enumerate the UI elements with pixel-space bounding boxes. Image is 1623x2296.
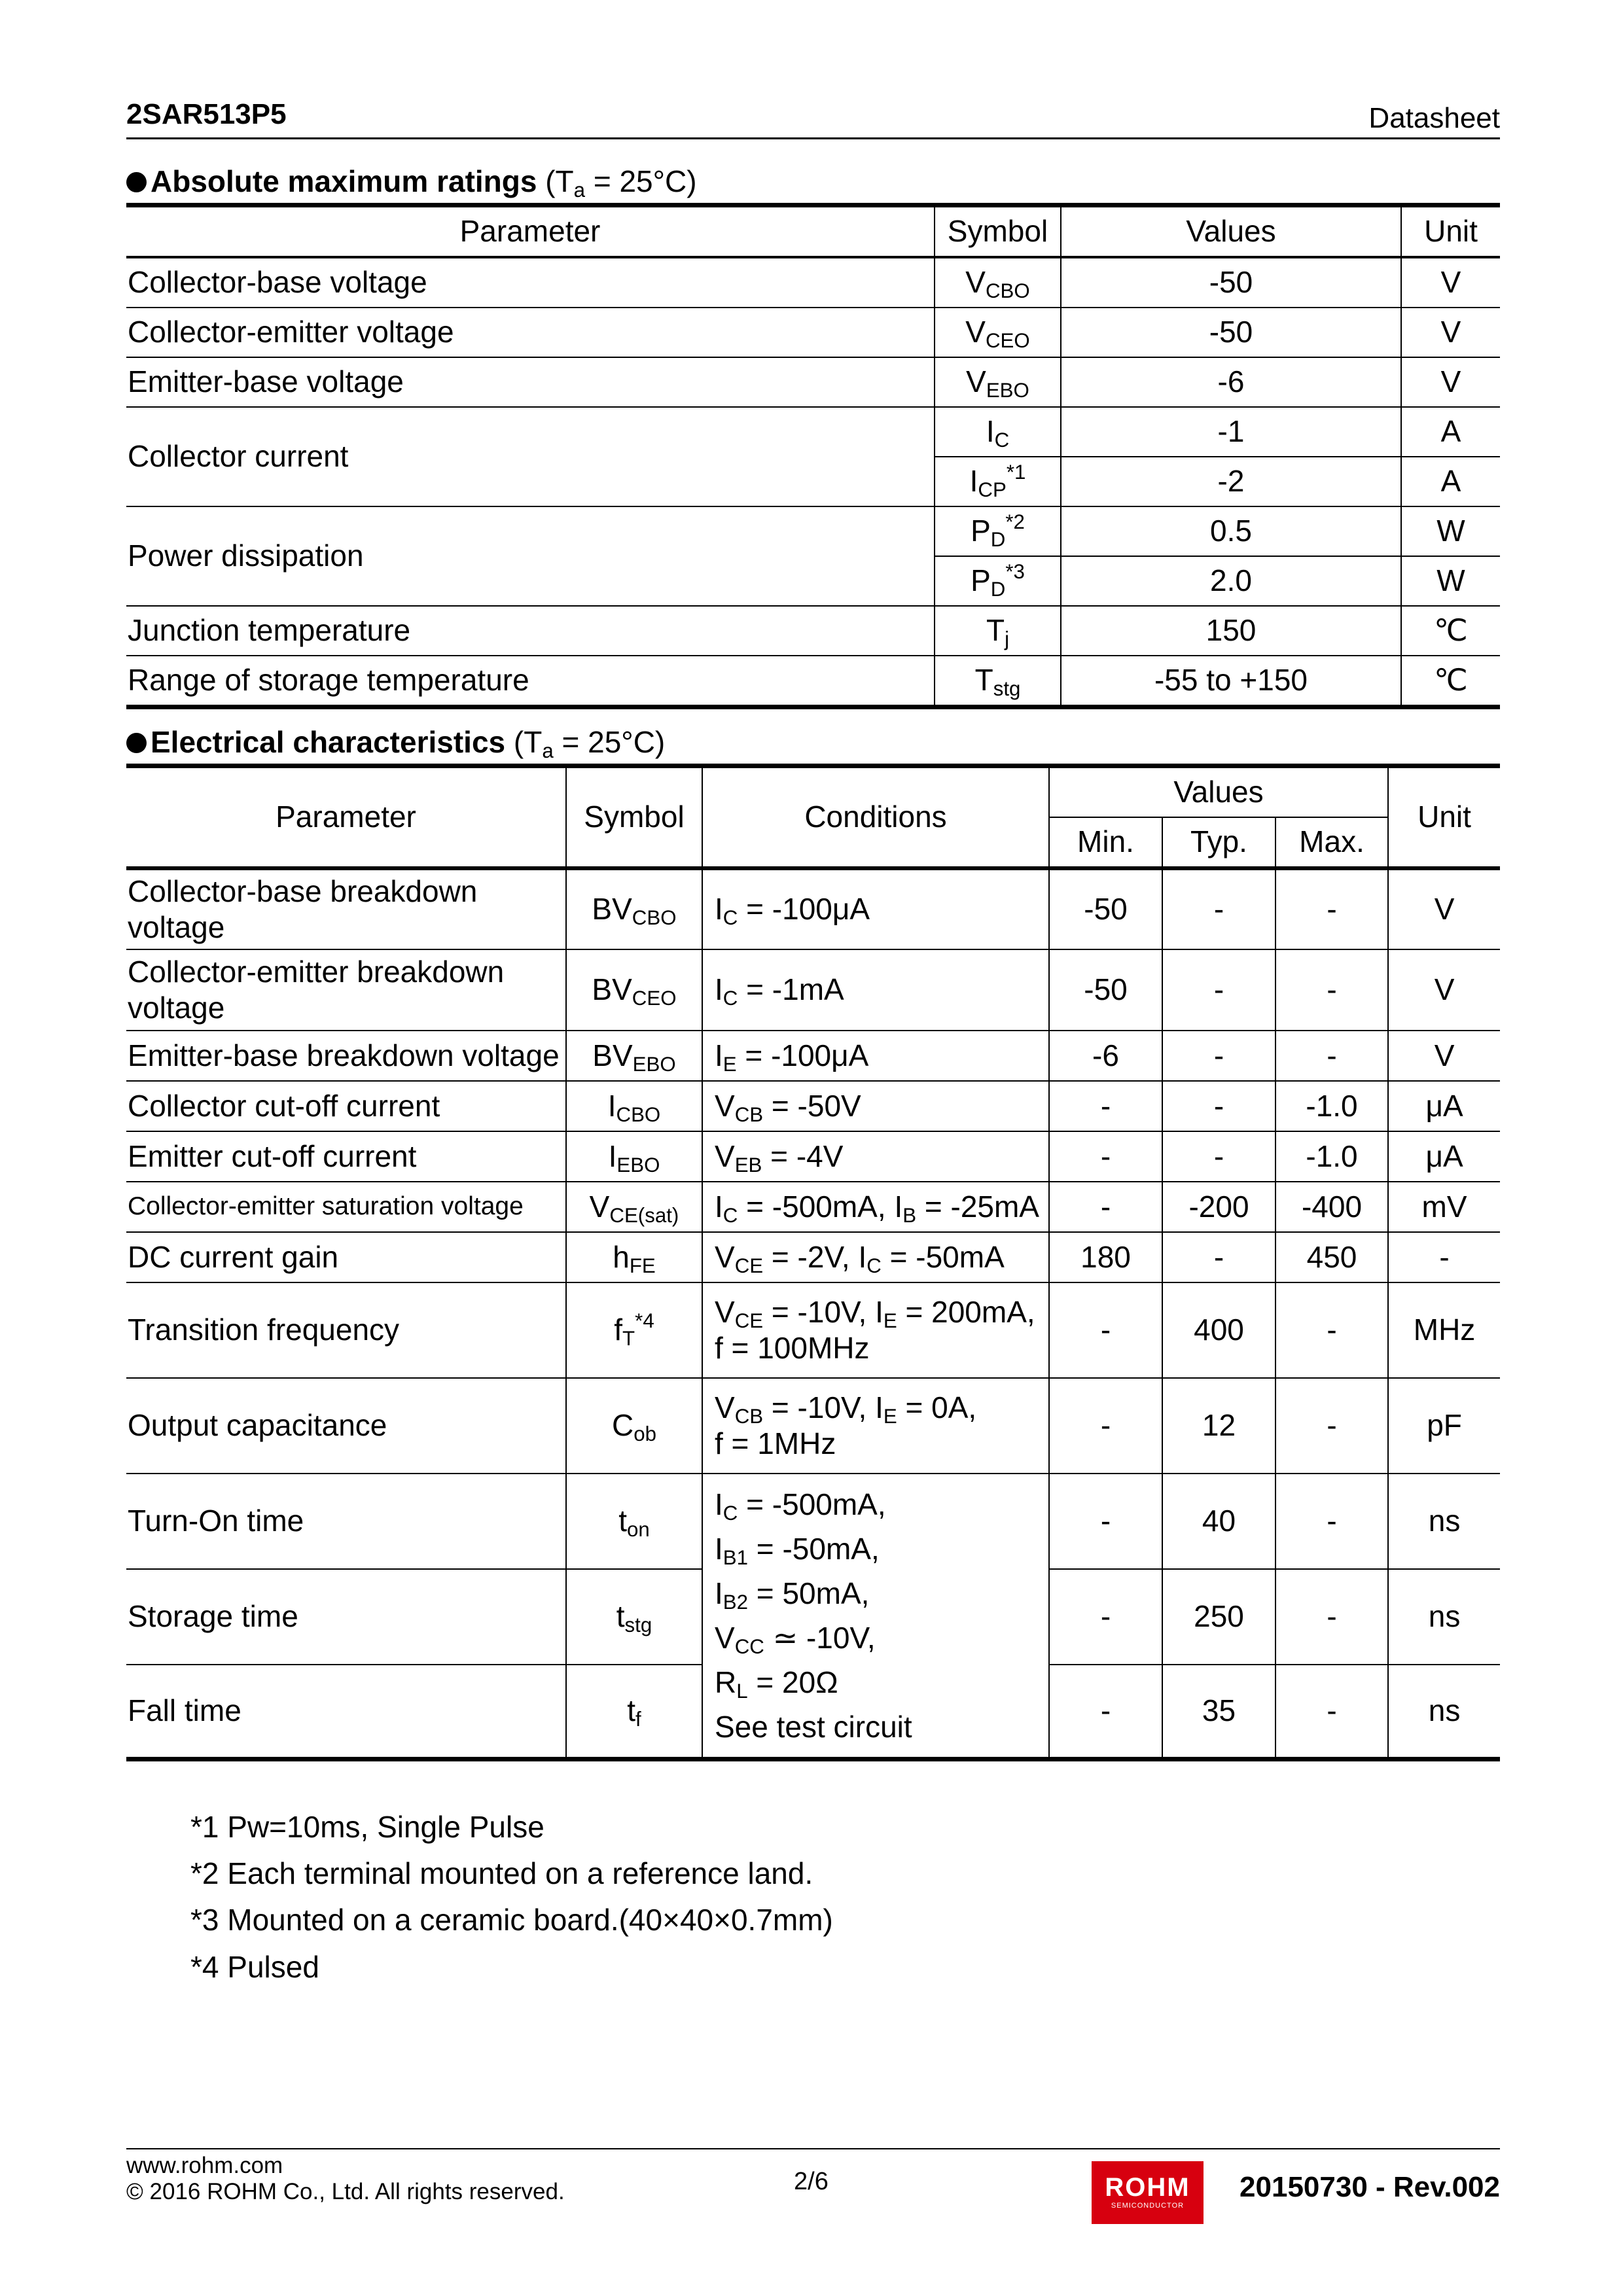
condition-base: I xyxy=(715,1038,723,1072)
symbol-base: C xyxy=(611,1408,634,1443)
typ-cell: 400 xyxy=(1162,1282,1275,1378)
conditions-cell xyxy=(702,1131,1049,1182)
condition-base: I xyxy=(715,892,723,927)
max-cell: - xyxy=(1275,1569,1388,1665)
condition-base: See test circuit xyxy=(715,1709,912,1744)
min-cell: - xyxy=(1049,1182,1162,1232)
value-cell: -1 xyxy=(1061,407,1401,457)
condition-text: = -10V, xyxy=(763,1390,876,1424)
table-row xyxy=(126,868,1500,949)
parameter-cell: Collector-emitter saturation voltage xyxy=(126,1182,566,1232)
column-header: Symbol xyxy=(566,766,702,869)
condition-subscript: E xyxy=(883,1309,897,1332)
condition-base: V xyxy=(715,1088,735,1123)
condition-text: = 25°C) xyxy=(585,164,697,198)
typ-cell: - xyxy=(1162,1081,1275,1131)
condition-text: = 200mA, xyxy=(897,1294,1035,1329)
symbol-cell xyxy=(935,457,1061,506)
symbol-cell xyxy=(935,506,1061,556)
condition-subscript: C xyxy=(722,1501,738,1525)
symbol-subscript: CBO xyxy=(616,1103,661,1126)
symbol-cell xyxy=(566,949,702,1031)
condition-text: = -100μA xyxy=(738,892,870,927)
symbol-note-ref: *4 xyxy=(635,1309,654,1333)
symbol-base: t xyxy=(616,1599,625,1634)
symbol-subscript: CBO xyxy=(632,906,677,930)
condition-subscript: a xyxy=(573,178,586,202)
column-header: Parameter xyxy=(126,205,935,258)
column-header: Unit xyxy=(1401,205,1500,258)
unit-cell: ns xyxy=(1388,1569,1500,1665)
min-cell: - xyxy=(1049,1131,1162,1182)
rohm-logo xyxy=(1092,2161,1204,2224)
condition-text: ≃ -10V, xyxy=(764,1620,876,1655)
symbol-base: BV xyxy=(592,892,632,927)
symbol-cell xyxy=(935,606,1061,656)
condition-base: I xyxy=(715,972,723,1007)
condition-line xyxy=(715,1390,1048,1426)
condition-base: I xyxy=(715,1189,723,1224)
value-cell: -6 xyxy=(1061,357,1401,407)
table-row xyxy=(126,308,1500,357)
symbol-subscript: CE(sat) xyxy=(609,1203,679,1227)
condition-subscript: E xyxy=(722,1052,737,1076)
logo-subtext: SEMICONDUCTOR xyxy=(1111,2202,1185,2210)
conditions-cell xyxy=(702,1378,1049,1474)
value-cell: 2.0 xyxy=(1061,556,1401,606)
max-cell: - xyxy=(1275,1665,1388,1759)
unit-cell: V xyxy=(1401,257,1500,308)
condition-text: = -10V, xyxy=(763,1294,876,1329)
symbol-cell xyxy=(566,1665,702,1759)
condition-base: V xyxy=(715,1294,735,1329)
bullet-icon xyxy=(126,733,147,753)
unit-cell: V xyxy=(1388,949,1500,1031)
table-row xyxy=(126,257,1500,308)
condition-line: f = 100MHz xyxy=(715,1331,870,1365)
unit-cell: μA xyxy=(1388,1081,1500,1131)
condition-text: = 20Ω xyxy=(747,1665,838,1699)
parameter-cell: Output capacitance xyxy=(126,1378,566,1474)
condition-line xyxy=(715,1294,1048,1330)
condition-text: = -50V xyxy=(763,1088,861,1123)
condition-base: V xyxy=(715,1139,735,1173)
condition-subscript: CB xyxy=(734,1103,764,1126)
symbol-base: t xyxy=(627,1693,636,1728)
footnote: *2 Each terminal mounted on a reference land. xyxy=(190,1856,813,1890)
section-heading-absolute-ratings xyxy=(126,164,697,202)
symbol-base: t xyxy=(618,1504,627,1538)
max-cell: -400 xyxy=(1275,1182,1388,1232)
symbol-subscript: D xyxy=(990,578,1006,601)
parameter-cell: DC current gain xyxy=(126,1232,566,1282)
symbol-base: f xyxy=(614,1313,623,1347)
column-header: Conditions xyxy=(702,766,1049,869)
parameter-cell: Emitter-base voltage xyxy=(126,357,935,407)
symbol-note-ref: *1 xyxy=(1006,461,1026,484)
typ-cell: - xyxy=(1162,1232,1275,1282)
document-type: Datasheet xyxy=(1368,102,1500,134)
min-cell: - xyxy=(1049,1081,1162,1131)
parameter-cell: Collector-emitter breakdown voltage xyxy=(126,949,566,1031)
max-cell: - xyxy=(1275,1378,1388,1474)
condition-text: = -100μA xyxy=(736,1038,869,1072)
condition-base: V xyxy=(715,1239,735,1274)
value-cell: -55 to +150 xyxy=(1061,656,1401,707)
condition-text: (T xyxy=(505,725,543,759)
condition-text: = -50mA xyxy=(881,1239,1005,1274)
symbol-base: BV xyxy=(592,1038,633,1072)
table-row xyxy=(126,1081,1500,1131)
parameter-cell: Collector cut-off current xyxy=(126,1081,566,1131)
parameter-cell: Range of storage temperature xyxy=(126,656,935,707)
unit-cell: ℃ xyxy=(1401,656,1500,707)
table-row xyxy=(126,1232,1500,1282)
symbol-base: BV xyxy=(592,972,632,1007)
table-header-row xyxy=(126,205,1500,258)
revision: 20150730 - Rev.002 xyxy=(1240,2171,1500,2203)
unit-cell: pF xyxy=(1388,1378,1500,1474)
condition-base: I xyxy=(715,1576,723,1610)
condition-subscript: C xyxy=(866,1254,882,1277)
parameter-cell: Power dissipation xyxy=(126,506,935,606)
unit-cell: V xyxy=(1401,357,1500,407)
condition-subscript: C xyxy=(722,987,738,1010)
unit-cell: V xyxy=(1388,868,1500,949)
table-row xyxy=(126,357,1500,407)
column-header: Unit xyxy=(1388,766,1500,869)
condition-subscript: E xyxy=(883,1404,897,1428)
max-cell: - xyxy=(1275,868,1388,949)
section-title: Absolute maximum ratings xyxy=(151,164,537,198)
condition-text: = -1mA xyxy=(738,972,844,1007)
min-cell: 180 xyxy=(1049,1232,1162,1282)
typ-cell: -200 xyxy=(1162,1182,1275,1232)
column-header-max: Max. xyxy=(1275,817,1388,868)
symbol-base: V xyxy=(965,315,986,349)
section-heading-electrical-characteristics xyxy=(126,724,665,760)
symbol-subscript: C xyxy=(994,429,1010,452)
typ-cell: - xyxy=(1162,949,1275,1031)
condition-subscript: C xyxy=(722,906,738,930)
table-row xyxy=(126,1474,1500,1569)
unit-cell: ns xyxy=(1388,1474,1500,1569)
min-cell: - xyxy=(1049,1665,1162,1759)
condition-subscript: CE xyxy=(734,1254,764,1277)
unit-cell: A xyxy=(1401,457,1500,506)
typ-cell: 12 xyxy=(1162,1378,1275,1474)
section-title: Electrical characteristics xyxy=(151,725,506,759)
condition-text: = -4V xyxy=(762,1139,844,1173)
footnote: *4 Pulsed xyxy=(190,1950,319,1984)
symbol-base: V xyxy=(589,1189,610,1224)
conditions-cell xyxy=(702,949,1049,1031)
unit-cell: ℃ xyxy=(1401,606,1500,656)
max-cell: 450 xyxy=(1275,1232,1388,1282)
symbol-cell xyxy=(566,1378,702,1474)
typ-cell: - xyxy=(1162,868,1275,949)
max-cell: -1.0 xyxy=(1275,1131,1388,1182)
conditions-cell xyxy=(702,1031,1049,1081)
symbol-subscript: EBO xyxy=(632,1052,676,1076)
symbol-subscript: EBO xyxy=(986,379,1029,402)
table-row xyxy=(126,506,1500,556)
conditions-cell xyxy=(702,1232,1049,1282)
symbol-base: I xyxy=(607,1088,616,1123)
conditions-cell xyxy=(702,868,1049,949)
symbol-cell xyxy=(566,868,702,949)
condition-subscript: B2 xyxy=(722,1590,749,1614)
footnote: *1 Pw=10ms, Single Pulse xyxy=(190,1810,544,1844)
unit-cell: MHz xyxy=(1388,1282,1500,1378)
symbol-subscript: f xyxy=(635,1707,641,1731)
min-cell: - xyxy=(1049,1474,1162,1569)
parameter-cell: Turn-On time xyxy=(126,1474,566,1569)
unit-cell: μA xyxy=(1388,1131,1500,1182)
symbol-subscript: CBO xyxy=(985,279,1030,303)
symbol-cell xyxy=(566,1031,702,1081)
condition-subscript: B xyxy=(902,1203,917,1227)
column-header: Values xyxy=(1049,766,1388,818)
max-cell: - xyxy=(1275,1031,1388,1081)
table-row xyxy=(126,606,1500,656)
symbol-cell xyxy=(566,1232,702,1282)
condition-text: = 50mA, xyxy=(748,1576,870,1610)
unit-cell: - xyxy=(1388,1232,1500,1282)
condition-text: = 25°C) xyxy=(553,725,666,759)
condition-text: = -50mA, xyxy=(748,1531,880,1566)
column-header: Values xyxy=(1061,205,1401,258)
absolute-ratings-table xyxy=(126,203,1500,709)
unit-cell: mV xyxy=(1388,1182,1500,1232)
condition-line: f = 1MHz xyxy=(715,1426,836,1460)
symbol-cell xyxy=(935,257,1061,308)
symbol-base: I xyxy=(608,1139,617,1173)
symbol-subscript: j xyxy=(1005,627,1010,651)
condition-text: = -25mA xyxy=(916,1189,1039,1224)
symbol-base: T xyxy=(986,613,1005,648)
logo-text: ROHM xyxy=(1105,2173,1190,2202)
condition-text: = -2V, xyxy=(763,1239,859,1274)
symbol-base: P xyxy=(971,563,991,598)
symbol-cell xyxy=(566,1474,702,1569)
min-cell: - xyxy=(1049,1378,1162,1474)
unit-cell: W xyxy=(1401,506,1500,556)
condition-text: = -500mA, xyxy=(738,1487,886,1521)
part-number: 2SAR513P5 xyxy=(126,98,287,130)
column-header-typ: Typ. xyxy=(1162,817,1275,868)
symbol-cell xyxy=(566,1131,702,1182)
parameter-cell: Emitter-base breakdown voltage xyxy=(126,1031,566,1081)
footer-copyright: © 2016 ROHM Co., Ltd. All rights reserved. xyxy=(126,2179,565,2204)
parameter-cell: Collector-base breakdown voltage xyxy=(126,868,566,949)
min-cell: -50 xyxy=(1049,868,1162,949)
symbol-base: h xyxy=(613,1239,630,1274)
unit-cell: V xyxy=(1388,1031,1500,1081)
conditions-cell xyxy=(702,1282,1049,1378)
condition-line xyxy=(715,1571,1048,1616)
condition-text: = 0A, xyxy=(897,1390,977,1424)
symbol-base: P xyxy=(971,514,991,548)
symbol-subscript: ob xyxy=(633,1422,656,1446)
symbol-cell xyxy=(566,1282,702,1378)
condition-base: I xyxy=(894,1189,903,1224)
table-row xyxy=(126,407,1500,457)
typ-cell: - xyxy=(1162,1031,1275,1081)
min-cell: -6 xyxy=(1049,1031,1162,1081)
condition-line xyxy=(715,1527,1048,1571)
symbol-cell xyxy=(935,656,1061,707)
condition-text: (T xyxy=(537,164,574,198)
symbol-cell xyxy=(935,308,1061,357)
condition-text: = -500mA, xyxy=(738,1189,895,1224)
max-cell: - xyxy=(1275,949,1388,1031)
unit-cell: W xyxy=(1401,556,1500,606)
footnote: *3 Mounted on a ceramic board.(40×40×0.7mm) xyxy=(190,1903,833,1937)
symbol-base: I xyxy=(986,414,995,449)
condition-subscript: C xyxy=(722,1203,738,1227)
parameter-cell: Transition frequency xyxy=(126,1282,566,1378)
switching-conditions-cell xyxy=(702,1474,1049,1759)
conditions-cell xyxy=(702,1081,1049,1131)
condition-line xyxy=(715,1616,1048,1660)
symbol-cell xyxy=(935,357,1061,407)
symbol-subscript: FE xyxy=(629,1254,656,1277)
typ-cell: - xyxy=(1162,1131,1275,1182)
condition-subscript: B1 xyxy=(722,1545,749,1569)
condition-base: R xyxy=(715,1665,737,1699)
typ-cell: 35 xyxy=(1162,1665,1275,1759)
condition-base: V xyxy=(715,1620,735,1655)
table-row xyxy=(126,1282,1500,1378)
symbol-note-ref: *3 xyxy=(1005,560,1025,584)
condition-subscript: CC xyxy=(734,1634,764,1658)
parameter-cell: Collector-emitter voltage xyxy=(126,308,935,357)
conditions-cell xyxy=(702,1182,1049,1232)
condition-subscript: CB xyxy=(734,1404,764,1428)
symbol-subscript: T xyxy=(622,1327,635,1351)
condition-base: I xyxy=(875,1294,883,1329)
parameter-cell: Collector-base voltage xyxy=(126,257,935,308)
symbol-base: T xyxy=(974,663,993,698)
value-cell: 0.5 xyxy=(1061,506,1401,556)
symbol-cell xyxy=(935,407,1061,457)
condition-base: I xyxy=(715,1531,723,1566)
symbol-subscript: CP xyxy=(978,478,1007,502)
min-cell: -50 xyxy=(1049,949,1162,1031)
bullet-icon xyxy=(126,172,147,192)
condition-subscript: a xyxy=(542,739,554,762)
symbol-base: V xyxy=(965,265,986,300)
symbol-subscript: CEO xyxy=(632,987,677,1010)
max-cell: - xyxy=(1275,1282,1388,1378)
condition-base: I xyxy=(875,1390,883,1424)
condition-subscript: L xyxy=(736,1679,748,1703)
symbol-cell xyxy=(935,556,1061,606)
table-row xyxy=(126,656,1500,707)
condition-line xyxy=(715,1660,1048,1704)
condition-subscript: CE xyxy=(734,1309,764,1332)
table-row xyxy=(126,1131,1500,1182)
table-row xyxy=(126,1378,1500,1474)
parameter-cell: Collector current xyxy=(126,407,935,506)
table-row xyxy=(126,1182,1500,1232)
table-row xyxy=(126,949,1500,1031)
electrical-characteristics-table xyxy=(126,764,1500,1761)
unit-cell: A xyxy=(1401,407,1500,457)
condition-base: V xyxy=(715,1390,735,1424)
min-cell: - xyxy=(1049,1282,1162,1378)
unit-cell: ns xyxy=(1388,1665,1500,1759)
symbol-note-ref: *2 xyxy=(1005,510,1025,534)
parameter-cell: Fall time xyxy=(126,1665,566,1759)
symbol-cell xyxy=(566,1182,702,1232)
symbol-base: V xyxy=(966,364,986,399)
max-cell: -1.0 xyxy=(1275,1081,1388,1131)
parameter-cell: Storage time xyxy=(126,1569,566,1665)
condition-line xyxy=(715,1704,1048,1749)
value-cell: -2 xyxy=(1061,457,1401,506)
symbol-subscript: on xyxy=(627,1518,650,1542)
footer-rule xyxy=(126,2148,1500,2149)
condition-base: I xyxy=(715,1487,723,1521)
condition-subscript: EB xyxy=(734,1153,762,1176)
value-cell: -50 xyxy=(1061,308,1401,357)
table-header-row xyxy=(126,766,1500,818)
typ-cell: 40 xyxy=(1162,1474,1275,1569)
value-cell: 150 xyxy=(1061,606,1401,656)
column-header: Symbol xyxy=(935,205,1061,258)
parameter-cell: Emitter cut-off current xyxy=(126,1131,566,1182)
symbol-subscript: stg xyxy=(624,1614,652,1637)
symbol-base: I xyxy=(969,464,978,499)
condition-base: I xyxy=(858,1239,867,1274)
column-header: Parameter xyxy=(276,800,416,834)
symbol-subscript: stg xyxy=(993,677,1021,701)
symbol-subscript: CEO xyxy=(985,329,1030,353)
symbol-cell xyxy=(566,1569,702,1665)
table-row xyxy=(126,1031,1500,1081)
min-cell: - xyxy=(1049,1569,1162,1665)
symbol-subscript: EBO xyxy=(616,1153,660,1176)
symbol-cell xyxy=(566,1081,702,1131)
header-rule xyxy=(126,137,1500,139)
typ-cell: 250 xyxy=(1162,1569,1275,1665)
max-cell: - xyxy=(1275,1474,1388,1569)
footer-url: www.rohm.com xyxy=(126,2153,283,2178)
unit-cell: V xyxy=(1401,308,1500,357)
value-cell: -50 xyxy=(1061,257,1401,308)
condition-line xyxy=(715,1482,1048,1527)
column-header-min: Min. xyxy=(1049,817,1162,868)
parameter-cell: Junction temperature xyxy=(126,606,935,656)
symbol-subscript: D xyxy=(990,528,1006,552)
page-number: 2/6 xyxy=(794,2168,829,2195)
